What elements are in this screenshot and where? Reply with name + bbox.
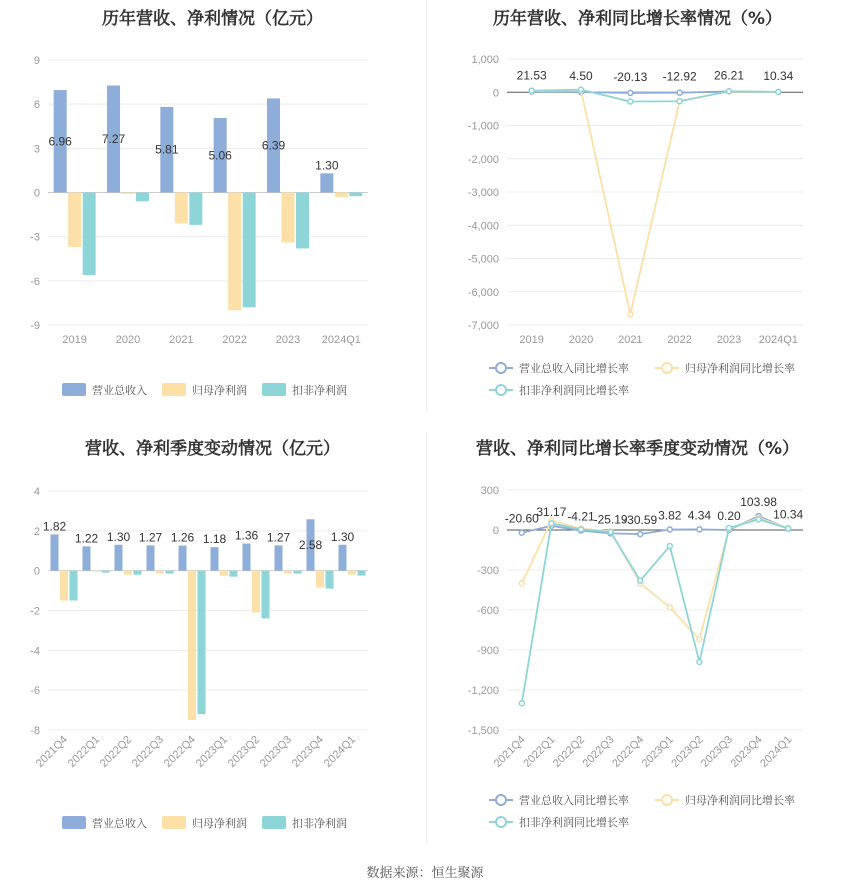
y-tick-label: -4 [30,645,40,658]
series-point-2 [579,527,584,532]
series-point-2 [579,87,584,92]
legend-label: 营业总收入 [92,385,147,397]
data-label: 6.39 [261,138,286,153]
bar-2 [134,571,142,575]
x-tick-label: 2022Q1 [65,733,103,770]
bar-0 [243,544,251,571]
legend-marker [496,363,506,373]
series-point-1 [697,637,702,642]
x-tick-label: 2022Q4 [610,733,647,770]
chart-title: 历年营收、净利同比增长率情况（%） [492,9,783,29]
x-tick-label: 2023Q2 [669,733,706,770]
data-label: 1.18 [202,532,227,547]
data-label: 1.82 [42,519,67,534]
legend-label: 营业总收入 [92,818,147,830]
annual-growth-line-chart [425,0,850,430]
y-tick-label: -6 [30,685,40,698]
data-label: 1.22 [74,531,99,546]
bar-1 [124,571,132,575]
bar-1 [284,571,292,574]
x-tick-label: 2023 [716,334,742,346]
data-label: 10.34 [773,507,804,522]
bar-2 [243,193,256,308]
data-label: 6.96 [48,134,72,149]
chart-title: 营收、净利同比增长率季度变动情况（%） [475,439,800,459]
series-line-2 [522,519,788,703]
legend-label: 归母净利润 [192,385,247,397]
y-tick-label: -4,000 [467,220,499,233]
data-label: 103.98 [740,495,777,510]
bar-1 [122,193,135,194]
bar-1 [282,193,295,243]
y-tick-label: -8 [30,725,40,737]
annual-growth-panel [425,0,850,430]
bar-1 [68,193,81,247]
y-tick-label: -1,500 [467,725,499,737]
x-tick-label: 2023Q3 [257,733,295,770]
data-source: 数据来源：恒生聚源 [366,866,484,881]
series-point-2 [727,89,732,94]
x-tick-label: 2021 [618,334,643,346]
y-tick-label: 0 [33,187,40,200]
series-point-2 [786,526,791,531]
series-line-1 [532,90,779,314]
x-tick-label: 2024Q1 [758,334,798,346]
x-tick-label: 2022 [222,334,247,346]
data-label: -20.13 [613,69,648,84]
x-tick-label: 2021Q4 [491,733,528,770]
series-point-2 [667,544,672,549]
legend-marker [496,817,506,827]
series-point-2 [628,99,633,104]
x-tick-label: 2019 [62,334,87,346]
quarterly-growth-panel [425,430,850,860]
x-tick-label: 2023Q3 [698,733,736,770]
series-point-0 [667,527,672,532]
bar-0 [179,546,187,571]
legend-label: 营业总收入同比增长率 [519,363,629,375]
data-label: 1.30 [315,158,339,173]
data-label: 21.53 [516,68,547,83]
y-tick-label: 0 [492,87,499,100]
bar-2 [262,571,270,619]
data-label: 5.81 [155,142,179,157]
bar-1 [175,193,188,224]
annual-revenue-profit-panel [0,0,425,430]
series-point-1 [628,312,633,317]
x-tick-label: 2022Q4 [161,733,199,770]
x-tick-label: 2023 [275,334,301,346]
legend-label: 营业总收入同比增长率 [519,795,629,807]
x-tick-label: 2024Q1 [321,334,361,346]
legend-marker [662,363,672,373]
bar-1 [228,193,241,311]
data-label: 5.06 [208,148,232,163]
y-tick-label: -3 [30,231,40,244]
series-point-2 [519,701,524,706]
bar-2 [230,571,238,577]
series-point-0 [677,90,682,95]
series-point-0 [638,532,643,537]
y-tick-label: -2 [30,605,40,618]
data-label: 1.27 [138,530,163,545]
bar-0 [211,547,219,571]
legend-label: 扣非净利润同比增长率 [519,385,629,397]
legend-swatch [162,383,186,396]
bar-2 [136,193,149,202]
data-label: 1.30 [330,529,355,544]
legend-label: 归母净利润 [192,818,247,830]
legend-swatch [262,383,286,396]
y-tick-label: -3,000 [467,187,499,199]
bar-2 [358,571,366,576]
data-label: 7.27 [101,131,126,146]
y-tick-label: -900 [476,645,499,657]
bar-1 [60,571,68,601]
data-label: 10.34 [763,68,794,83]
x-tick-label: 2022Q3 [129,733,167,770]
series-point-2 [638,578,643,583]
legend-swatch [62,383,86,396]
y-tick-label: -1,200 [467,685,499,697]
y-tick-label: 4 [33,486,40,498]
data-label: 1.26 [170,530,195,545]
bar-2 [189,193,202,225]
bar-1 [348,571,356,575]
bar-0 [147,545,155,570]
y-tick-label: 3 [33,143,40,156]
y-tick-label: 300 [480,485,499,497]
y-tick-label: -7,000 [467,320,499,332]
legend-label: 扣非净利润同比增长率 [519,817,629,829]
legend-label: 归母净利润同比增长率 [685,795,795,807]
series-point-2 [697,660,702,665]
data-label: 3.82 [658,508,682,523]
data-label: 31.17 [536,504,567,519]
y-tick-label: 2 [33,525,40,538]
series-point-2 [727,526,732,531]
x-tick-label: 2022 [667,334,692,346]
y-tick-label: -2,000 [467,153,499,166]
series-point-2 [756,517,761,522]
x-tick-label: 2020 [115,334,141,346]
bar-1 [220,571,228,576]
bar-1 [316,571,324,588]
x-tick-label: 2024Q1 [758,733,795,770]
x-tick-label: 2023Q4 [728,733,765,770]
y-tick-label: -5,000 [467,253,499,266]
bar-1 [92,571,100,572]
legend-marker [496,385,506,395]
bar-2 [83,193,96,275]
bar-0 [51,534,59,570]
x-tick-label: 2020 [568,334,594,346]
x-tick-label: 2021 [169,334,194,346]
legend-swatch [62,816,86,829]
y-tick-label: 9 [33,55,40,67]
y-tick-label: 0 [33,565,40,578]
series-point-1 [519,581,524,586]
series-point-2 [776,89,781,94]
y-tick-label: -300 [476,565,499,577]
y-tick-label: -6,000 [467,286,499,299]
bar-2 [296,193,309,249]
quarterly-bar-chart [0,430,425,860]
y-tick-label: -6 [30,275,40,288]
x-tick-label: 2019 [519,334,544,346]
data-label: 1.36 [234,528,259,543]
bar-2 [198,571,206,714]
chart-title: 营收、净利季度变动情况（亿元） [85,439,340,459]
x-tick-label: 2021Q4 [33,733,71,770]
x-tick-label: 2022Q1 [521,733,558,770]
quarterly-revenue-profit-panel [0,430,425,860]
data-label: 26.21 [713,68,745,83]
data-label: 1.27 [266,530,291,545]
bar-1 [252,571,260,613]
series-point-2 [677,99,682,104]
y-tick-label: -9 [30,320,40,332]
bar-2 [70,571,78,601]
x-tick-label: 2022Q2 [97,733,135,770]
y-tick-label: 1,000 [471,54,499,66]
data-label: -25.19 [593,512,628,527]
series-point-1 [667,605,672,610]
bar-2 [326,571,334,589]
series-point-2 [529,88,534,93]
y-tick-label: -1,000 [467,120,499,133]
data-label: -4.21 [567,509,595,524]
data-label: 2.58 [298,537,323,552]
legend-label: 归母净利润同比增长率 [685,363,795,375]
series-point-2 [549,521,554,526]
data-label: -12.92 [662,69,697,84]
series-point-0 [628,90,633,95]
data-label: 4.34 [687,508,712,523]
legend-marker [496,795,506,805]
bar-2 [166,571,174,574]
x-tick-label: 2023Q1 [639,733,676,770]
x-tick-label: 2023Q4 [289,733,327,770]
bar-2 [294,571,302,574]
data-label: 1.30 [106,529,131,544]
x-tick-label: 2024Q1 [321,733,359,770]
bar-0 [115,545,123,571]
legend-swatch [262,816,286,829]
data-label: 4.50 [569,69,593,84]
data-label: 0.20 [717,508,741,523]
x-tick-label: 2022Q3 [580,733,617,770]
x-tick-label: 2023Q2 [225,733,263,770]
x-tick-label: 2022Q2 [550,733,588,770]
bar-1 [156,571,164,574]
bar-0 [320,173,333,192]
quarterly-growth-line-chart [425,430,850,860]
legend-label: 扣非净利润 [292,818,347,830]
bar-1 [335,193,348,197]
data-label: -30.59 [623,513,658,528]
bar-0 [275,545,283,570]
bar-0 [83,546,91,570]
legend-label: 扣非净利润 [292,385,347,397]
bar-2 [102,571,110,573]
legend-marker [662,795,672,805]
series-point-0 [519,530,524,535]
bar-1 [188,571,196,720]
series-point-2 [608,530,613,535]
chart-title: 历年营收、净利情况（亿元） [102,9,323,29]
bar-0 [339,545,347,571]
y-tick-label: 6 [33,99,40,112]
bar-2 [349,193,362,197]
y-tick-label: 0 [492,525,499,537]
y-tick-label: -600 [476,605,499,617]
data-label: -20.60 [504,511,539,526]
series-point-0 [697,527,702,532]
annual-bar-chart [0,0,425,430]
legend-swatch [162,816,186,829]
series-line-1 [522,518,788,639]
x-tick-label: 2023Q1 [193,733,231,770]
